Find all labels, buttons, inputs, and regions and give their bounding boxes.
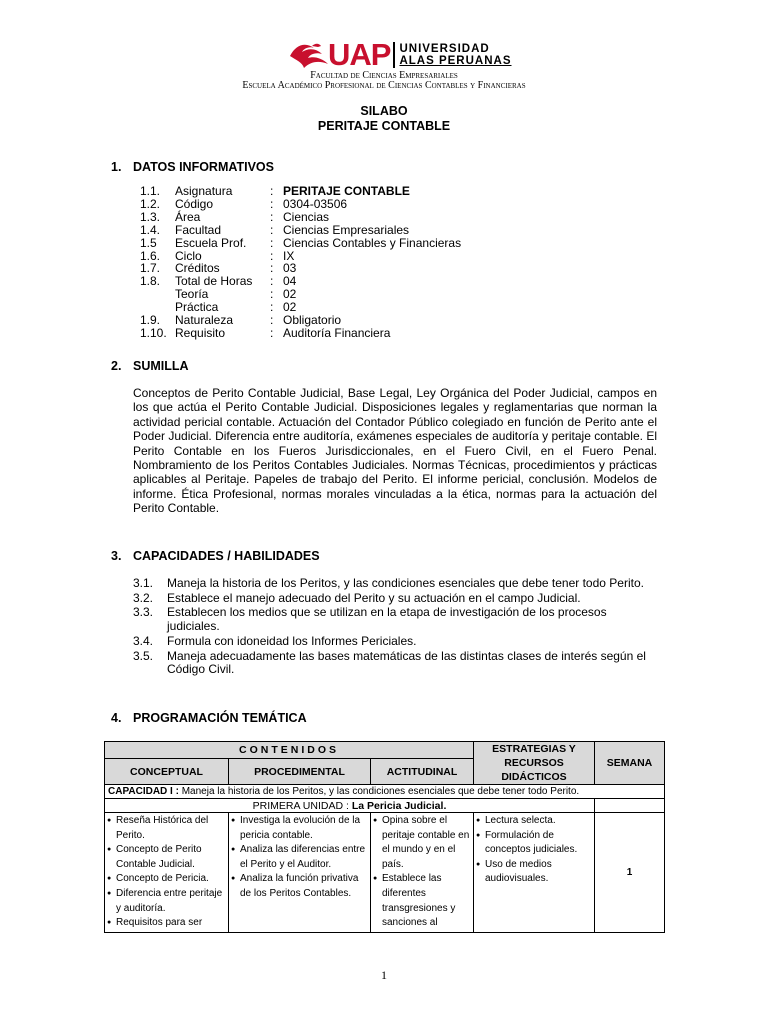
table-header-row xyxy=(105,742,665,759)
datos-sep: : xyxy=(270,184,274,198)
capacidades-list xyxy=(133,577,659,678)
item-number: 3.4. xyxy=(133,633,154,648)
list-item: ● Lectura selecta. xyxy=(476,814,592,829)
datos-num: 1.5 xyxy=(140,235,157,250)
list-item: ● Analiza la función privativa de los Peritos Contables. xyxy=(231,872,368,901)
item-number: 3.1. xyxy=(133,576,154,590)
actitudinal-header: ACTITUDINAL xyxy=(371,759,474,785)
unidad-text: La Pericia Judicial. xyxy=(351,799,447,812)
section-number: 3. xyxy=(111,549,122,563)
datos-num xyxy=(140,288,175,301)
datos-value: Obligatorio xyxy=(283,313,342,328)
section-heading-capacidades xyxy=(111,549,320,563)
list-item: ● Reseña Histórica del Perito. xyxy=(107,814,226,843)
list-item xyxy=(133,606,659,633)
conceptual-header: CONCEPTUAL xyxy=(105,759,229,785)
list-item: ● Requisitos para ser xyxy=(107,916,226,931)
item-text: Formula con idoneidad los Informes Periciales. xyxy=(167,633,417,648)
datos-label: Total de Horas xyxy=(175,274,253,289)
datos-row xyxy=(140,198,461,211)
item-number: 3.5. xyxy=(133,648,154,663)
datos-value: 02 xyxy=(283,287,297,302)
programacion-table xyxy=(104,741,665,933)
capacidad-label: CAPACIDAD I : xyxy=(108,786,179,797)
list-item: ● Uso de medios audiovisuales. xyxy=(476,858,592,887)
section-number: 4. xyxy=(111,711,122,725)
item-number: 3.2. xyxy=(133,590,154,605)
section-title: CAPACIDADES / HABILIDADES xyxy=(133,549,320,563)
datos-num: 1.6. xyxy=(140,248,161,263)
section-number: 1. xyxy=(111,160,122,174)
datos-label: Escuela Prof. xyxy=(175,235,247,250)
section-heading-sumilla xyxy=(111,359,189,373)
sumilla-paragraph: Conceptos de Perito Contable Judicial, Base Legal, Ley Orgánica del Poder Judicial, campos en los que actúa el Perito Contable Judicial. Disposiciones legales y reglamentarias que norman la actividad pericial contable. Actuación del Contador Público colegiado en función de Perito ante el Poder Judicial. Diferencia entre auditoría, exámenes especiales de auditoría y peritaje contable. El Perito Contable en los Fueros Jurisdiccionales, en el Fuero Civil, en el Fuero Penal. Nombramiento de los Peritos Contables Judiciales. Normas Técnicas, procedimientos y prácticas aplicables al Peritaje. Papeles de trabajo del Perito. El informe pericial, conclusión. Modelos de informe. Ética Profesional, normas morales vinculadas a la ética, normas para la actuación del Perito Contable. xyxy=(133,386,657,516)
university-logo xyxy=(288,37,512,72)
datos-informativos-list xyxy=(140,185,461,340)
datos-value: 04 xyxy=(283,274,297,289)
datos-value: 03 xyxy=(283,261,297,276)
procedimental-cell xyxy=(229,813,371,933)
capacidad-text: Maneja la historia de los Peritos, y las condiciones esenciales que debe tener todo Perito. xyxy=(181,786,580,797)
actitudinal-cell xyxy=(371,813,474,933)
datos-num: 1.8. xyxy=(140,274,161,289)
list-item: ● Opina sobre el peritaje contable en el mundo y en el país. xyxy=(373,814,471,872)
item-text: Maneja adecuadamente las bases matemáticas de las distintas clases de interés según el Código Civil. xyxy=(167,648,646,677)
datos-row xyxy=(140,237,461,250)
datos-label: Asignatura xyxy=(175,184,233,198)
datos-sep: : xyxy=(270,261,274,276)
datos-sep: : xyxy=(270,248,274,263)
logo-name-line1: UNIVERSIDAD xyxy=(399,43,490,55)
datos-label: Área xyxy=(175,209,201,224)
title-line2: PERITAJE CONTABLE xyxy=(317,119,451,133)
list-item xyxy=(133,635,659,649)
list-item: ● Establece las diferentes transgresiones y sanciones al xyxy=(373,872,471,930)
datos-num: 1.1. xyxy=(140,184,161,198)
datos-value: 02 xyxy=(283,300,297,315)
item-number: 3.3. xyxy=(133,605,154,620)
list-item: ● Formulación de conceptos judiciales. xyxy=(476,829,592,858)
datos-num: 1.9. xyxy=(140,313,161,328)
datos-row xyxy=(140,185,461,198)
list-item: ● Analiza las diferencias entre el Perito y el Auditor. xyxy=(231,843,368,872)
list-item: ● Concepto de Pericia. xyxy=(107,872,226,887)
datos-sep: : xyxy=(270,274,274,289)
section-title: DATOS INFORMATIVOS xyxy=(133,160,274,174)
item-text: Establece el manejo adecuado del Perito y su actuación en el campo Judicial. xyxy=(167,590,581,605)
datos-value: PERITAJE CONTABLE xyxy=(283,184,410,198)
semana-header: SEMANA xyxy=(595,742,665,785)
datos-num: 1.2. xyxy=(140,196,161,211)
page-number: 1 xyxy=(381,968,387,982)
section-number: 2. xyxy=(111,359,122,373)
datos-row xyxy=(140,211,461,224)
item-text: Maneja la historia de los Peritos, y las condiciones esenciales que debe tener todo Perito. xyxy=(167,576,644,590)
logo-university-name xyxy=(399,43,511,67)
datos-sep: : xyxy=(270,209,274,224)
eagle-emblem-icon xyxy=(288,40,330,70)
datos-value: 0304-03506 xyxy=(283,196,348,211)
datos-sep: : xyxy=(270,300,274,315)
datos-label: Teoría xyxy=(175,287,209,302)
logo-name-line2: ALAS PERUANAS xyxy=(399,55,512,67)
datos-row xyxy=(140,224,461,237)
unidad-empty-cell xyxy=(595,799,665,813)
document-title xyxy=(0,104,768,134)
datos-num: 1.7. xyxy=(140,261,161,276)
list-item: ● Concepto de Perito Contable Judicial. xyxy=(107,843,226,872)
datos-label: Práctica xyxy=(175,300,219,315)
conceptual-cell xyxy=(105,813,229,933)
contenidos-header xyxy=(105,742,474,759)
section-heading-datos xyxy=(111,160,274,174)
capacidad-row xyxy=(105,785,665,799)
list-item: ● Diferencia entre peritaje y auditoría. xyxy=(107,887,226,916)
section-heading-programacion xyxy=(111,711,307,725)
contenidos-label: CONTENIDOS xyxy=(238,744,339,756)
datos-num: 1.4. xyxy=(140,222,161,237)
datos-sep: : xyxy=(270,287,274,302)
item-text: Establecen los medios que se utilizan en la etapa de investigación de los procesos judiciales. xyxy=(167,605,607,634)
datos-sep: : xyxy=(270,313,274,328)
logo-divider xyxy=(393,42,395,68)
datos-value: IX xyxy=(283,248,295,263)
school-name xyxy=(0,80,768,91)
datos-row xyxy=(140,327,461,340)
unidad-cell xyxy=(105,799,595,813)
faculty-name-text: Facultad de Ciencias Empresariales xyxy=(310,70,458,81)
datos-value: Auditoría Financiera xyxy=(283,325,391,340)
datos-label: Ciclo xyxy=(175,248,202,263)
datos-label: Requisito xyxy=(175,325,226,340)
datos-sep: : xyxy=(270,235,274,250)
datos-label: Código xyxy=(175,196,214,211)
table-row xyxy=(105,813,665,933)
list-item xyxy=(133,592,659,606)
datos-sep: : xyxy=(270,196,274,211)
unidad-row xyxy=(105,799,665,813)
datos-label: Créditos xyxy=(175,261,220,276)
title-line1: SILABO xyxy=(360,104,408,118)
datos-num: 1.10. xyxy=(140,325,167,340)
datos-sep: : xyxy=(270,325,274,340)
unidad-label: PRIMERA UNIDAD : xyxy=(252,799,349,812)
datos-value: Ciencias xyxy=(283,209,330,224)
estrategias-header: ESTRATEGIAS Y RECURSOS DIDÁCTICOS xyxy=(474,742,595,785)
datos-sep: : xyxy=(270,222,274,237)
semana-cell: 1 xyxy=(595,813,665,933)
capacidad-cell xyxy=(105,785,665,799)
school-name-text: Escuela Académico Profesional de Ciencias Contables y Financieras xyxy=(242,80,526,91)
section-title: PROGRAMACIÓN TEMÁTICA xyxy=(133,711,307,725)
datos-label: Facultad xyxy=(175,222,222,237)
list-item: ● Investiga la evolución de la pericia contable. xyxy=(231,814,368,843)
list-item xyxy=(133,650,659,677)
datos-value: Ciencias Empresariales xyxy=(283,222,410,237)
list-item xyxy=(133,577,659,591)
datos-label: Naturaleza xyxy=(175,313,234,328)
section-title: SUMILLA xyxy=(133,359,189,373)
datos-num: 1.3. xyxy=(140,209,161,224)
datos-value: Ciencias Contables y Financieras xyxy=(283,235,462,250)
logo-uap-text: UAP xyxy=(328,37,391,72)
estrategias-cell xyxy=(474,813,595,933)
procedimental-header: PROCEDIMENTAL xyxy=(229,759,371,785)
